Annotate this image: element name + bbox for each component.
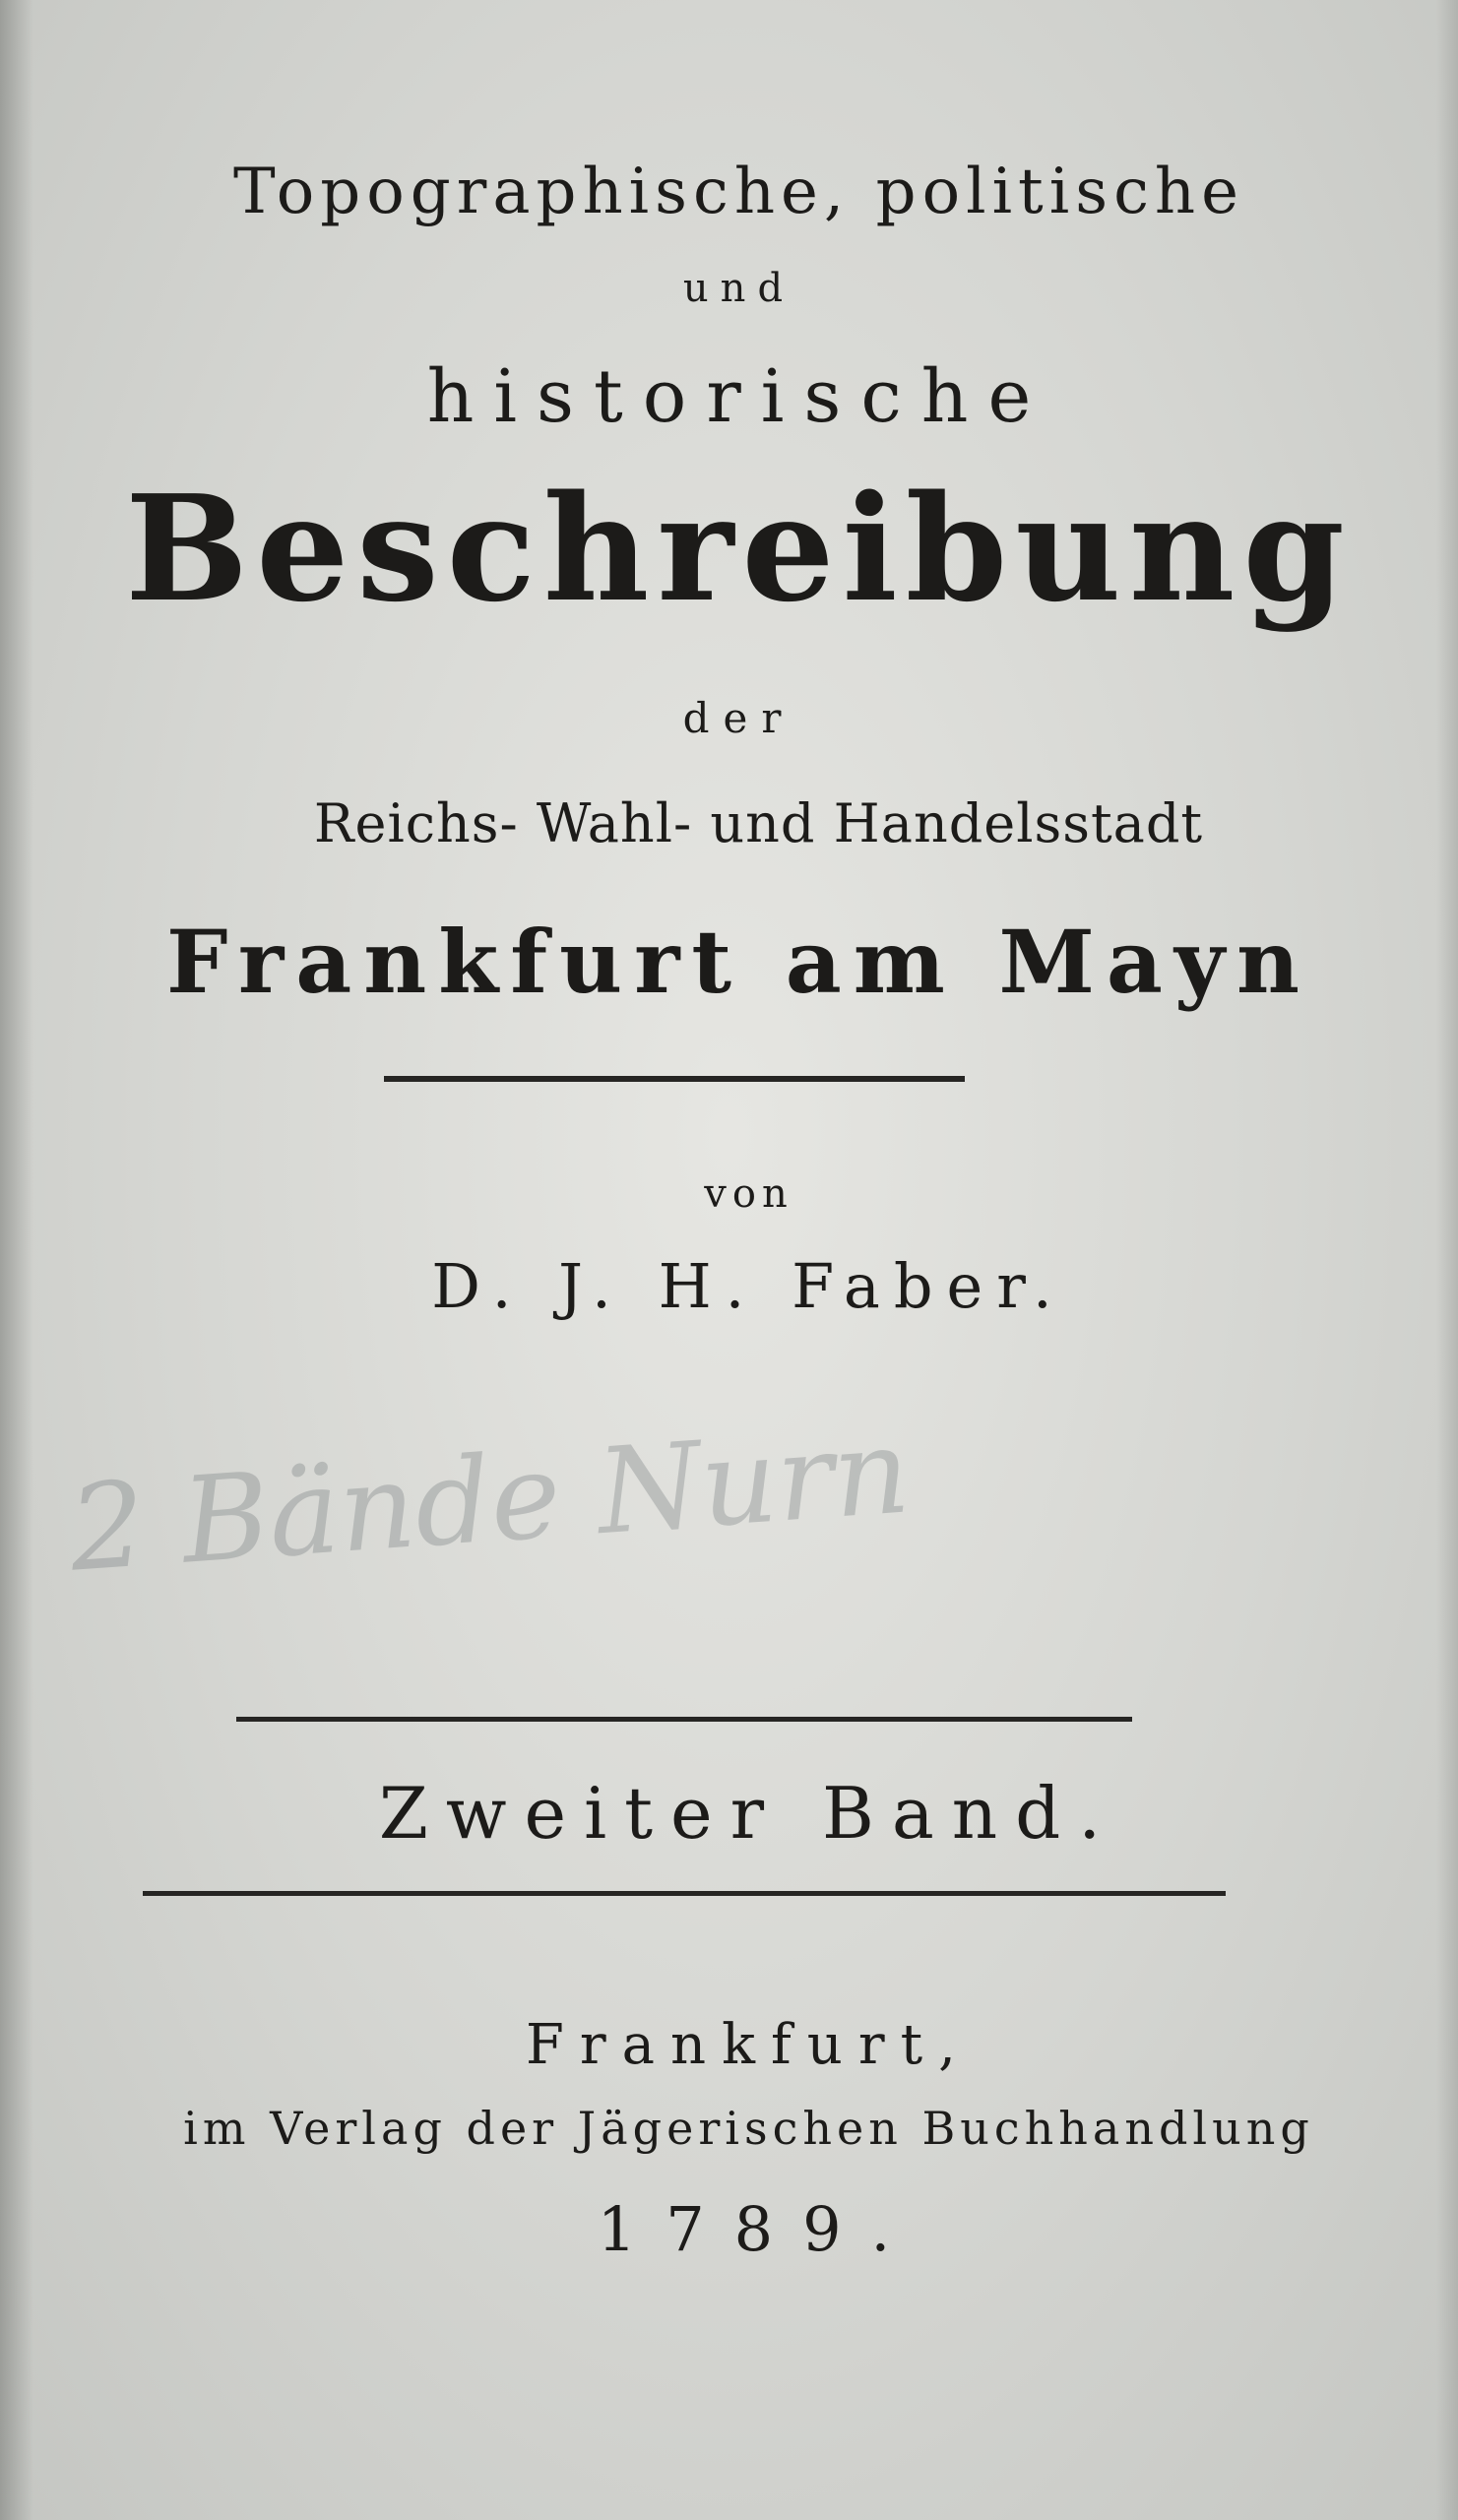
imprint-publisher: im Verlag der Jägerischen Buchhandlung (183, 2102, 1314, 2155)
rule-middle-upper (236, 1717, 1132, 1722)
volume-label: Zweiter Band. (378, 1772, 1119, 1855)
imprint-place: Frankfurt, (526, 2013, 972, 2077)
byline-von: von (704, 1171, 793, 1217)
imprint-year: 1789. (597, 2193, 920, 2265)
title-line-und: und (682, 266, 795, 311)
title-line-beschreibung: Beschreibung (125, 463, 1353, 634)
author-name: D. J. H. Faber. (431, 1250, 1066, 1322)
rule-middle-lower (143, 1891, 1226, 1896)
title-line-frankfurt-am-mayn: Frankfurt am Mayn (165, 911, 1312, 1013)
title-line-reichsstadt: Reichs- Wahl- und Handelsstadt (313, 792, 1204, 854)
handwritten-note: 2 Bände Nurn (65, 1403, 915, 1599)
rule-top (384, 1076, 965, 1082)
title-line-topographische: Topographische, politische (233, 156, 1244, 228)
title-line-historische: historische (426, 354, 1051, 439)
title-line-der: der (682, 694, 795, 742)
